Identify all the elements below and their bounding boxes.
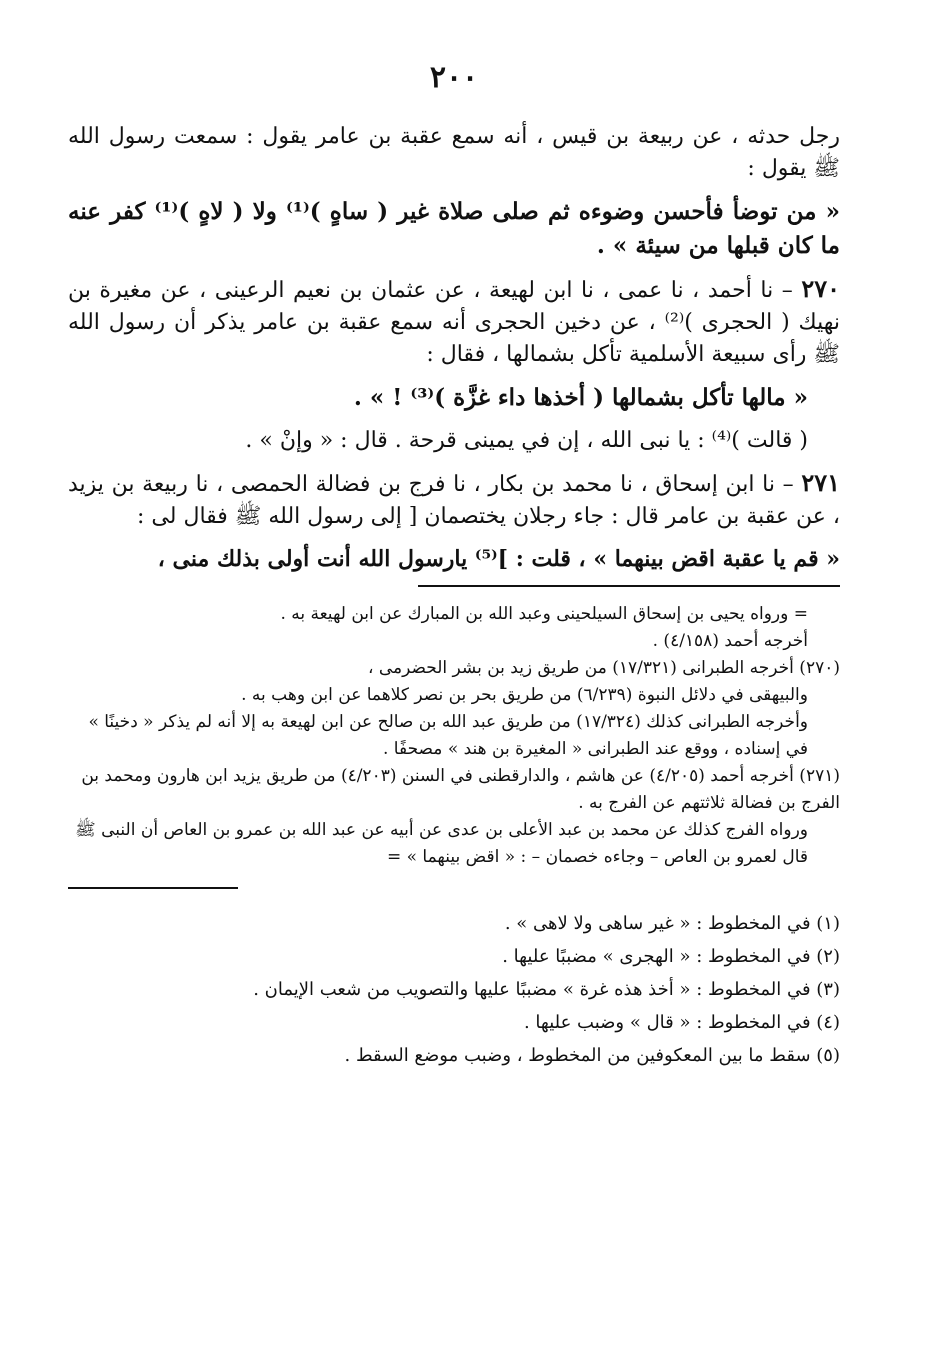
footnotes (68, 907, 840, 1072)
note-line: والبيهقى في دلائل النبوة (٦/٢٣٩) من طريق بحر بن نصر كلاهما عن ابن وهب به . (241, 685, 808, 705)
hadith-271-quote: « قم يا عقبة اقض بينهما » ، قلت : ]⁽⁵⁾ يارسول الله أنت أولى بذلك منى ، (157, 546, 840, 572)
note-line: ورواه الفرج كذلك عن محمد بن عبد الأعلى بن عدى عن أبيه عن عبد الله بن عمرو بن العاص أن النبى ﷺ قال لعمرو بن العاص – وجاءه خصمان – : « اقض بينهما » = (75, 820, 808, 867)
hadith-270-chain: – نا أحمد ، نا عمى ، نا ابن لهيعة ، عن عثمان بن نعيم الرعينى ، عن مغيرة بن نهيك ( الحجرى )⁽²⁾ ، عن دخين الحجرى أنه سمع عقبة بن عامر يذكر أن رسول الله ﷺ رأى سبيعة الأسلمية تأكل بشمالها ، فقال : (68, 278, 840, 367)
notes-divider (418, 585, 840, 587)
footnote: (١) في المخطوط : « غير ساهى ولا لاهى » . (504, 913, 840, 934)
hadith-270-paragraph (68, 273, 840, 371)
hadith-number: ٢٧١ (801, 468, 840, 497)
footnote: (٥) سقط ما بين المعكوفين من المخطوط ، وضبب موضع السقط . (344, 1045, 840, 1066)
book-page (68, 60, 840, 1072)
hadith-271-paragraph (68, 467, 840, 533)
footnote: (٤) في المخطوط : « قال » وضبب عليها . (523, 1012, 840, 1033)
hadith-text: « من توضأ فأحسن وضوءه ثم صلى صلاة غير ( ساهٍ )⁽¹⁾ ولا ( لاهٍ )⁽¹⁾ كفر عنه ما كان قبلها من سيئة » . (68, 198, 840, 259)
note-line: (٢٧٠) أخرجه الطبرانى (١٧/٣٢١) من طريق زيد بن بشر الحضرمى ، (367, 658, 840, 678)
note-line: أخرجه أحمد (٤/١٥٨) . (652, 631, 808, 651)
footnotes-divider (68, 887, 238, 889)
hadith-number: ٢٧٠ (801, 274, 840, 303)
note-line: = ورواه يحيى بن إسحاق السيلحينى وعبد الله بن المبارك عن ابن لهيعة به . (280, 604, 808, 624)
hadith-270-reply: ( قالت )⁽⁴⁾ : يا نبى الله ، إن في يمينى قرحة . قال : « وإنْ » . (245, 428, 808, 453)
footnote: (٢) في المخطوط : « الهجرى » مضببًا عليها . (502, 946, 840, 967)
footnote: (٣) في المخطوط : « أخذ هذه غرة » مضببًا عليها والتصويب من شعب الإيمان . (253, 979, 840, 1000)
hadith-270-quote: « مالها تأكل بشمالها ( أخذها داء غزَّة )⁽³⁾ ! » . (353, 384, 808, 411)
intro-paragraph: رجل حدثه ، عن ربيعة بن قيس ، أنه سمع عقبة بن عامر يقول : سمعت رسول الله ﷺ يقول : (68, 124, 840, 181)
takhrij-notes (68, 601, 840, 871)
note-line: (٢٧١) أخرجه أحمد (٤/٢٠٥) عن هاشم ، والدارقطنى في السنن (٤/٢٠٣) من طريق يزيد ابن هارون ومحمد بن الفرج بن فضالة ثلاثتهم عن الفرج به . (81, 766, 840, 813)
hadith-271-chain: – نا ابن إسحاق ، نا محمد بن بكار ، نا فرج بن فضالة الحمصى ، نا ربيعة بن يزيد ، عن عقبة بن عامر قال : جاء رجلان يختصمان [ إلى رسول الله ﷺ فقال لى : (68, 472, 840, 529)
page-number: ٢٠٠ (429, 60, 479, 95)
note-line: وأخرجه الطبرانى كذلك (١٧/٣٢٤) من طريق عبد الله بن صالح عن ابن لهيعة به إلا أنه لم يذكر « دخينًا » في إسناده ، ووقع عند الطبرانى « المغيرة بن هند » مصحفًا . (88, 712, 808, 759)
